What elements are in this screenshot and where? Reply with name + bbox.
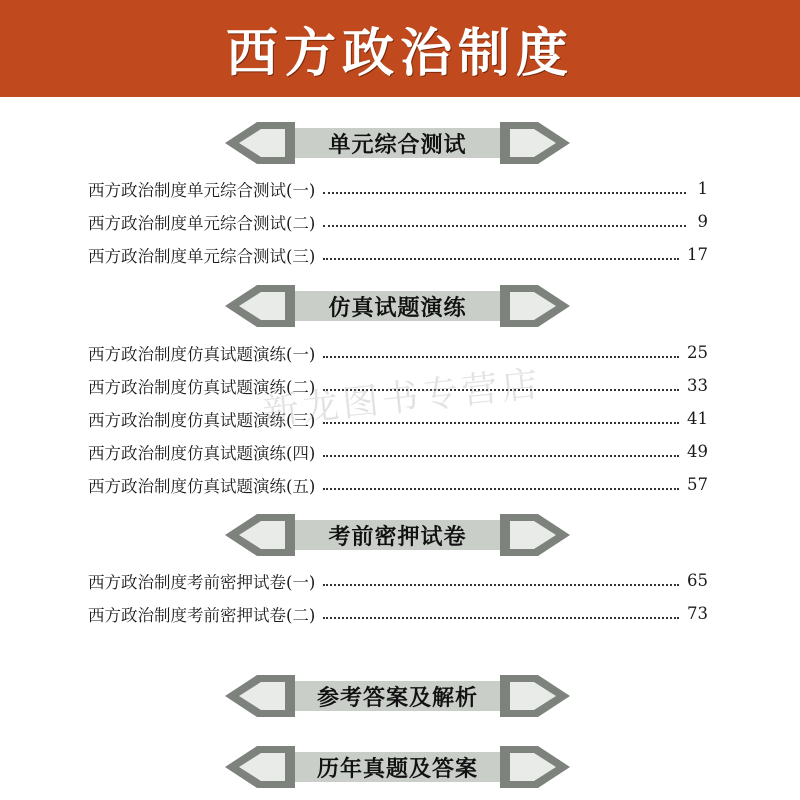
toc-entry[interactable] (88, 402, 708, 435)
section-label: 仿真试题演练 (328, 295, 467, 321)
toc-entry[interactable] (88, 597, 708, 630)
dot-leader (323, 389, 679, 391)
section-label: 参考答案及解析 (316, 685, 478, 711)
toc-entry-title: 西方政治制度单元综合测试(三) (88, 246, 316, 266)
toc-entry[interactable] (88, 435, 708, 468)
toc-entry[interactable] (88, 564, 708, 597)
toc-entry-title: 西方政治制度仿真试题演练(五) (88, 476, 316, 496)
header-bar (0, 0, 800, 97)
section-banner-final-papers (225, 512, 570, 558)
section-banner-mock-exams (225, 283, 570, 329)
book-title: 西方政治制度 (225, 24, 574, 84)
toc-entry-page: 9 (697, 212, 708, 231)
toc-entry-title: 西方政治制度仿真试题演练(一) (88, 344, 316, 364)
toc-entry[interactable] (88, 336, 708, 369)
toc-entry[interactable] (88, 468, 708, 501)
dot-leader (323, 258, 679, 260)
section-banner-answers (225, 673, 570, 719)
section-label: 历年真题及答案 (316, 756, 478, 782)
toc-list-mock-exams (88, 336, 708, 501)
dot-leader (323, 356, 679, 358)
section-banner-past-exams (225, 744, 570, 790)
toc-entry-title: 西方政治制度考前密押试卷(一) (88, 572, 316, 592)
section-label: 考前密押试卷 (328, 524, 467, 550)
section-label: 单元综合测试 (328, 132, 467, 158)
toc-entry-title: 西方政治制度单元综合测试(一) (88, 180, 316, 200)
toc-entry-title: 西方政治制度仿真试题演练(四) (88, 443, 316, 463)
dot-leader (323, 422, 679, 424)
toc-entry-page: 73 (687, 604, 708, 623)
section-banner-unit-tests (225, 120, 570, 166)
store-watermark: 新龙图书专营店 (260, 363, 544, 434)
dot-leader (323, 192, 686, 194)
toc-entry[interactable] (88, 238, 708, 271)
toc-entry[interactable] (88, 205, 708, 238)
toc-entry-page: 33 (687, 376, 708, 395)
toc-entry[interactable] (88, 369, 708, 402)
toc-entry-page: 1 (697, 179, 708, 198)
toc-entry-page: 49 (687, 442, 708, 461)
toc-list-final-papers (88, 564, 708, 630)
toc-entry-page: 57 (687, 475, 708, 494)
toc-entry-page: 17 (687, 245, 708, 264)
dot-leader (323, 488, 679, 490)
dot-leader (323, 617, 679, 619)
toc-entry-title: 西方政治制度考前密押试卷(二) (88, 605, 316, 625)
dot-leader (323, 225, 686, 227)
toc-entry[interactable] (88, 172, 708, 205)
toc-entry-page: 41 (687, 409, 708, 428)
dot-leader (323, 584, 679, 586)
toc-list-unit-tests (88, 172, 708, 271)
toc-entry-title: 西方政治制度仿真试题演练(二) (88, 377, 316, 397)
toc-entry-page: 25 (687, 343, 708, 362)
dot-leader (323, 455, 679, 457)
toc-entry-title: 西方政治制度单元综合测试(二) (88, 213, 316, 233)
toc-entry-title: 西方政治制度仿真试题演练(三) (88, 410, 316, 430)
toc-entry-page: 65 (687, 571, 708, 590)
